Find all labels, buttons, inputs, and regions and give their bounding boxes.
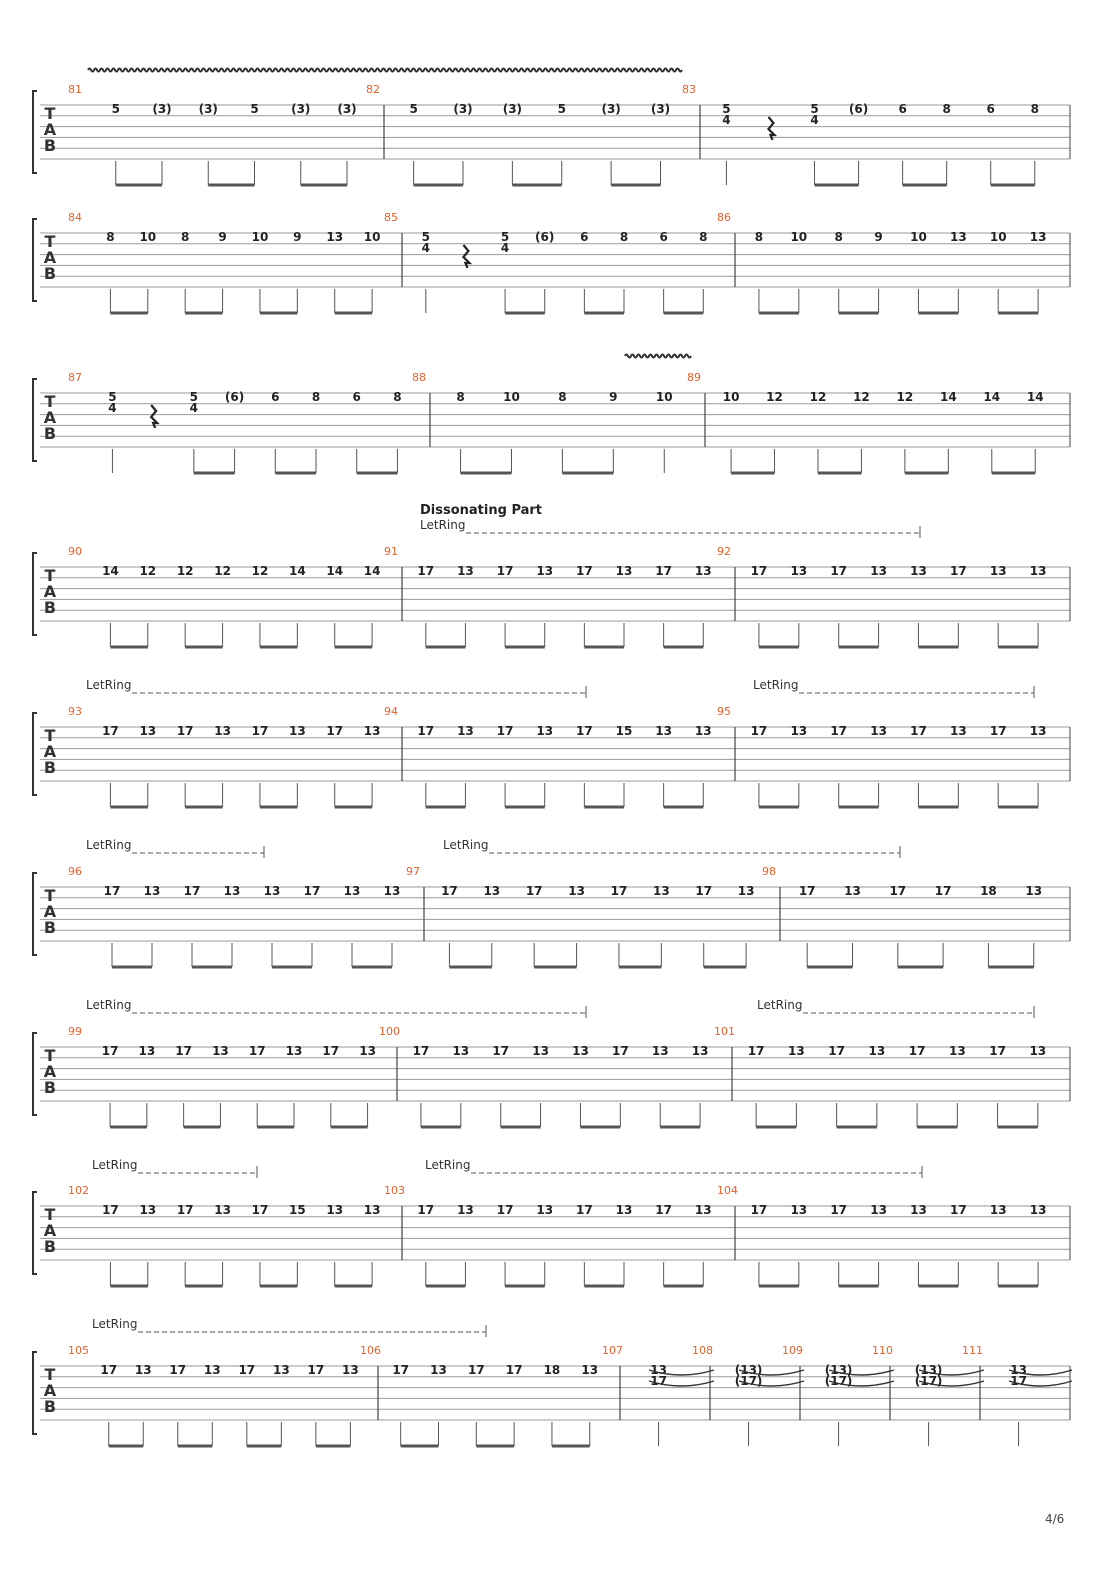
fret-number: 13 [1029,230,1047,244]
quarter-rest-icon [768,117,774,140]
measure-number: 83 [682,83,696,96]
fret-number: 13 [790,1203,808,1217]
measure-number: 82 [366,83,380,96]
fret-number: 17 [525,884,543,898]
fret-number: 17 [251,724,269,738]
system-bracket [33,379,37,461]
fret-number: 13 [326,1203,344,1217]
fret-number: 17 [750,1203,768,1217]
fret-number: 6 [271,390,280,404]
tab-clef-letter: T [44,566,56,585]
fret-number: 12 [766,390,783,404]
fret-number: 5 [189,390,199,404]
fret-number: 17 [102,1203,119,1217]
fret-number: (3) [601,102,621,116]
quarter-rest-icon [463,245,469,268]
fret-number: 5 [108,390,117,404]
fret-number: 8 [311,390,321,404]
system-bracket [33,1352,37,1434]
fret-number: (17) [824,1373,853,1388]
measure-number: 88 [412,371,426,384]
fret-number: 5 [111,102,120,116]
fret-number: 13 [383,884,401,898]
measure-number: 91 [384,545,398,558]
fret-number: 9 [874,230,883,244]
fret-number: (6) [535,230,555,244]
measure-number: 85 [384,211,398,224]
measure-number: 81 [68,83,82,96]
quarter-rest-icon [151,405,157,428]
fret-number: 6 [352,390,361,404]
fret-number: 13 [615,1203,633,1217]
fret-number: 13 [844,884,861,898]
tab-clef-letter: B [43,1237,57,1256]
fret-number: (3) [502,102,523,116]
fret-number: 13 [737,884,755,898]
fret-number: 12 [214,564,231,578]
letring-label: LetRing [425,1158,471,1172]
fret-number: 13 [363,724,381,738]
fret-number: 17 [830,724,848,738]
measure-number: 89 [687,371,701,384]
tab-clef-letter: B [43,136,57,155]
fret-number: 17 [750,724,768,738]
fret-number: 13 [694,724,712,738]
measure-number: 86 [717,211,731,224]
measure-number: 107 [602,1344,623,1357]
fret-number: 17 [417,564,435,578]
fret-number: 13 [536,1203,554,1217]
measure-number: 110 [872,1344,893,1357]
fret-number: 13 [139,724,157,738]
tab-clef-letter: A [43,742,57,761]
fret-number: 17 [949,1203,967,1217]
fret-number: 13 [652,884,670,898]
fret-number: 8 [558,390,567,404]
measure-number: 111 [962,1344,983,1357]
fret-number: 4 [108,400,117,415]
fret-number: 17 [467,1363,485,1377]
fret-number: 17 [176,1203,194,1217]
fret-number: 17 [100,1363,118,1377]
fret-number: 17 [176,724,194,738]
fret-number: 13 [1010,1363,1027,1377]
letring-label: LetRing [757,998,803,1012]
page-number: 4/6 [1045,1512,1065,1526]
letring-label: LetRing [86,998,132,1012]
fret-number: 13 [363,1203,381,1217]
fret-number: 17 [441,884,458,898]
fret-number: 18 [980,884,997,898]
fret-number: 17 [655,564,672,578]
section-title: Dissonating Part [420,503,543,518]
measure-number: 84 [68,211,82,224]
fret-number: 13 [949,724,967,738]
tab-clef-letter: T [44,232,56,251]
tab-clef-letter: T [44,392,56,411]
fret-number: 17 [251,1203,269,1217]
fret-number: 5 [722,102,731,116]
fret-number: 4 [810,112,819,127]
fret-number: 13 [223,884,241,898]
system-bracket [33,219,37,301]
fret-number: 13 [1029,564,1047,578]
fret-number: 10 [655,390,673,404]
fret-number: 17 [830,564,848,578]
system-bracket [33,713,37,795]
fret-number: 13 [870,1203,887,1217]
measure-number: 102 [68,1184,89,1197]
fret-number: 13 [572,1044,589,1058]
fret-number: 13 [568,884,585,898]
fret-number: 17 [949,564,967,578]
fret-number: 13 [989,1203,1007,1217]
tab-clef-letter: T [44,1046,56,1065]
fret-number: 8 [834,230,843,244]
measure-number: 87 [68,371,82,384]
fret-number: 17 [248,1044,266,1058]
fret-number: 13 [694,1203,712,1217]
fret-number: 17 [650,1373,667,1388]
fret-number: 17 [576,1203,593,1217]
fret-number: 17 [169,1363,187,1377]
vibrato-icon [88,69,682,72]
fret-number: (3) [291,102,311,116]
fret-number: 17 [610,884,628,898]
fret-number: 13 [910,1203,927,1217]
fret-number: 13 [214,1203,231,1217]
tab-clef-letter: A [43,1221,57,1240]
tab-clef-letter: T [44,886,56,905]
fret-number: 13 [870,724,887,738]
fret-number: (6) [224,390,245,404]
fret-number: 8 [106,230,115,244]
fret-number: 17 [102,724,119,738]
measure-number: 94 [384,705,398,718]
fret-number: 13 [615,564,633,578]
tab-clef-letter: T [44,726,56,745]
fret-number: 17 [183,884,201,898]
fret-number: 14 [1026,390,1044,404]
fret-number: 13 [536,564,554,578]
fret-number: 13 [1029,1044,1047,1058]
tab-clef-letter: B [43,1078,57,1097]
fret-number: 4 [500,240,510,255]
fret-number: 13 [483,884,501,898]
fret-number: 12 [853,390,870,404]
letring-label: LetRing [753,678,799,692]
fret-number: 13 [532,1044,549,1058]
fret-number: 8 [619,230,629,244]
fret-number: 12 [809,390,827,404]
fret-number: 13 [343,884,361,898]
tab-clef-letter: A [43,408,57,427]
fret-number: (3) [453,102,473,116]
fret-number: 10 [139,230,157,244]
fret-number: 17 [412,1044,430,1058]
fret-number: 13 [910,564,927,578]
system-bracket [33,1033,37,1115]
fret-number: 17 [103,884,121,898]
tab-clef-letter: B [43,424,57,443]
fret-number: 13 [288,724,306,738]
fret-number: 13 [790,724,808,738]
fret-number: 14 [363,564,381,578]
fret-number: 13 [285,1044,303,1058]
fret-number: 13 [870,564,887,578]
fret-number: 13 [868,1044,886,1058]
fret-number: 8 [456,390,465,404]
fret-number: 9 [293,230,302,244]
fret-number: (17) [734,1373,763,1388]
fret-number: 13 [1029,724,1047,738]
fret-number: (3) [650,102,671,116]
fret-number: 17 [496,564,514,578]
fret-number: 14 [102,564,119,578]
fret-number: 13 [790,564,808,578]
fret-number: 10 [722,390,740,404]
measure-number: 98 [762,865,776,878]
fret-number: 17 [326,724,344,738]
fret-number: 15 [288,1203,306,1217]
fret-number: 17 [101,1044,119,1058]
measure-number: 103 [384,1184,405,1197]
measure-number: 97 [406,865,420,878]
fret-number: 6 [580,230,589,244]
measure-number: 96 [68,865,82,878]
measure-number: 106 [360,1344,381,1357]
fret-number: 14 [288,564,306,578]
fret-number: 13 [949,230,967,244]
letring-label: LetRing [443,838,489,852]
fret-number: 4 [189,400,199,415]
fret-number: 4 [421,240,430,255]
fret-number: 10 [503,390,520,404]
vibrato-icon [625,355,691,358]
fret-number: 17 [750,564,768,578]
measure-number: 92 [717,545,731,558]
fret-number: 17 [1010,1373,1027,1388]
fret-number: 17 [989,1044,1006,1058]
tab-clef-letter: T [44,1205,56,1224]
fret-number: 17 [576,724,593,738]
tab-clef-letter: B [43,598,57,617]
fret-number: 13 [457,564,474,578]
fret-number: 10 [989,230,1007,244]
fret-number: 8 [393,390,402,404]
fret-number: 17 [492,1044,510,1058]
fret-number: 13 [948,1044,966,1058]
fret-number: 5 [500,230,510,244]
fret-number: 17 [576,564,593,578]
fret-number: 12 [251,564,269,578]
fret-number: 17 [747,1044,765,1058]
tab-clef-letter: A [43,582,57,601]
fret-number: 13 [536,724,554,738]
fret-number: 17 [908,1044,926,1058]
fret-number: 14 [983,390,1001,404]
measure-number: 95 [717,705,731,718]
fret-number: 13 [359,1044,376,1058]
fret-number: (3) [337,102,357,116]
fret-number: 5 [409,102,418,116]
fret-number: (3) [152,102,172,116]
tab-clef-letter: A [43,1381,57,1400]
fret-number: 13 [650,1363,667,1377]
fret-number: 14 [939,390,957,404]
fret-number: 13 [457,724,474,738]
measure-number: 100 [379,1025,400,1038]
fret-number: 13 [452,1044,470,1058]
measure-number: 104 [717,1184,738,1197]
fret-number: 17 [611,1044,629,1058]
fret-number: 17 [910,724,927,738]
fret-number: 12 [139,564,157,578]
fret-number: 5 [810,102,819,116]
fret-number: 17 [303,884,321,898]
measure-number: 93 [68,705,82,718]
measure-number: 101 [714,1025,735,1038]
fret-number: 17 [989,724,1007,738]
fret-number: 17 [655,1203,672,1217]
tab-clef-letter: B [43,264,57,283]
fret-number: 13 [272,1363,290,1377]
fret-number: 5 [557,102,566,116]
fret-number: 17 [307,1363,325,1377]
fret-number: 13 [1025,884,1043,898]
fret-number: 17 [934,884,952,898]
fret-number: 8 [942,102,951,116]
fret-number: 10 [251,230,269,244]
fret-number: 18 [543,1363,561,1377]
tab-clef-letter: B [43,758,57,777]
fret-number: 4 [722,112,731,127]
fret-number: 17 [496,724,514,738]
system-bracket [33,91,37,173]
tab-clef-letter: B [43,918,57,937]
fret-number: 13 [581,1363,599,1377]
fret-number: 17 [238,1363,256,1377]
fret-number: 13 [430,1363,447,1377]
fret-number: 8 [1030,102,1039,116]
fret-number: 13 [203,1363,221,1377]
system-bracket [33,553,37,635]
fret-number: 17 [417,1203,435,1217]
fret-number: (17) [914,1373,943,1388]
fret-number: 5 [250,102,259,116]
fret-number: 13 [1029,1203,1047,1217]
fret-number: 10 [363,230,381,244]
fret-number: 13 [691,1044,709,1058]
letring-label: LetRing [86,678,132,692]
tab-clef-letter: T [44,1365,56,1384]
tab-clef-letter: B [43,1397,57,1416]
fret-number: 8 [754,230,764,244]
fret-number: 5 [421,230,430,244]
letring-label: LetRing [86,838,132,852]
letring-label: LetRing [420,518,466,532]
letring-label: LetRing [92,1317,138,1331]
fret-number: 15 [615,724,633,738]
measure-number: 99 [68,1025,82,1038]
fret-number: 13 [139,1203,157,1217]
fret-number: 10 [910,230,927,244]
fret-number: 17 [496,1203,514,1217]
fret-number: 6 [898,102,907,116]
measure-number: 90 [68,545,82,558]
fret-number: 13 [326,230,344,244]
fret-number: 9 [609,390,618,404]
fret-number: 13 [651,1044,669,1058]
fret-number: 17 [828,1044,845,1058]
fret-number: 8 [181,230,190,244]
measure-number: 108 [692,1344,713,1357]
letring-label: LetRing [92,1158,138,1172]
fret-number: 12 [176,564,194,578]
fret-number: 13 [788,1044,805,1058]
fret-number: (13) [824,1363,853,1377]
fret-number: 13 [143,884,161,898]
tab-clef-letter: A [43,248,57,267]
fret-number: 17 [695,884,713,898]
fret-number: 17 [392,1363,410,1377]
fret-number: 14 [326,564,344,578]
measure-number: 109 [782,1344,803,1357]
fret-number: 13 [989,564,1007,578]
fret-number: 13 [134,1363,152,1377]
fret-number: 10 [790,230,808,244]
tab-clef-letter: T [44,104,56,123]
fret-number: 13 [342,1363,359,1377]
fret-number: 6 [659,230,668,244]
fret-number: (13) [734,1363,763,1377]
measure-number: 105 [68,1344,89,1357]
tab-clef-letter: A [43,1062,57,1081]
fret-number: 17 [322,1044,340,1058]
tab-clef-letter: A [43,902,57,921]
fret-number: 9 [218,230,227,244]
system-bracket [33,1192,37,1274]
fret-number: 13 [457,1203,474,1217]
fret-number: 17 [830,1203,848,1217]
fret-number: 12 [896,390,914,404]
fret-number: (6) [848,102,869,116]
fret-number: 17 [417,724,435,738]
fret-number: 6 [986,102,995,116]
fret-number: 13 [694,564,712,578]
system-bracket [33,873,37,955]
fret-number: 17 [175,1044,192,1058]
fret-number: 13 [214,724,231,738]
fret-number: 8 [699,230,708,244]
fret-number: (13) [914,1363,943,1377]
fret-number: 17 [505,1363,523,1377]
fret-number: 13 [138,1044,156,1058]
fret-number: 13 [263,884,281,898]
fret-number: 13 [212,1044,229,1058]
fret-number: 17 [889,884,907,898]
fret-number: (3) [198,102,218,116]
fret-number: 17 [798,884,816,898]
fret-number: 13 [655,724,672,738]
tab-clef-letter: A [43,120,57,139]
